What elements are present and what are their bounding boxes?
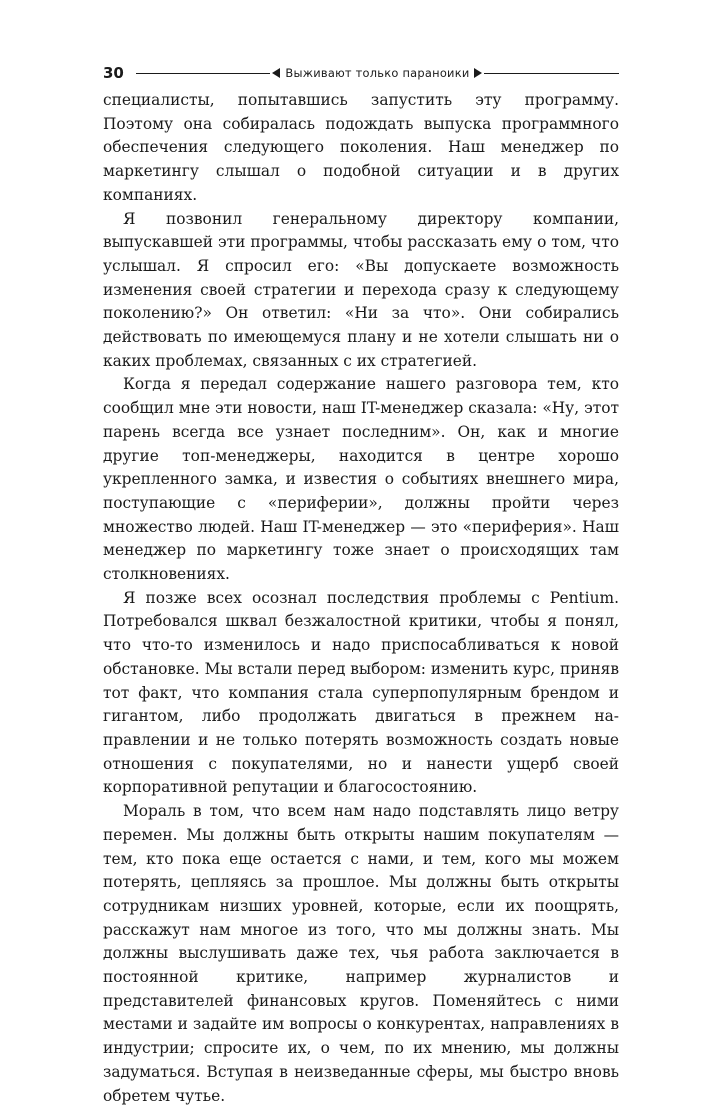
right-triangle-icon bbox=[474, 68, 482, 78]
left-triangle-icon bbox=[272, 68, 280, 78]
header-rule-right bbox=[484, 73, 619, 74]
running-header bbox=[103, 62, 619, 84]
body-text bbox=[103, 89, 619, 1108]
paragraph: Я позже всех осознал последствия проблемы с Pentium. Потребовался шквал безжалостной критики, чтобы я понял, что что-то изменилось и надо приспосабливаться к новой обстановке. Мы встали перед выбором: изменить курс, приняв тот факт, что компания стала суперпопулярным брендом и гигантом, либо продолжать двигаться в прежнем направлении и не только потерять возможность создать новые отношения с покупателями, но и нанести ущерб своей корпоративной репутации и благосостоянию. bbox=[103, 588, 619, 797]
paragraph: Мораль в том, что всем нам надо подставлять лицо ветру перемен. Мы должны быть открыты нашим покупателям — тем, кто пока еще остается с нами, и тем, кого мы можем потерять, цепляясь за прошлое. Мы должны быть открыты сотрудникам низших уровней, которые, если их поощрять, расскажут нам многое из того, что мы должны знать. Мы должны выслушивать даже тех, чья работа заключается в постоянной критике, например журналистов и представителей финансовых кругов. Поменяйтесь с ними местами и задайте им вопросы о конкурентах, направлениях в индустрии; спросите их, о чем, по их мнению, мы должны задуматься. Вступая в неизведанные сферы, мы быстро вновь обретем чутье. bbox=[103, 802, 619, 1105]
page-number: 30 bbox=[103, 63, 124, 82]
paragraph: Я позвонил генеральному директору компании, выпускавшей эти программы, чтобы рассказать ему о том, что услышал. Я спросил его: «Вы допускаете возможность изменения своей стратегии и перехода сразу к следующему поколению?» Он ответил: «Ни за что». Они собирались действовать по имеющемуся плану и не хотели слышать ни о каких проблемах, связанных с их стратегией. bbox=[103, 209, 619, 370]
running-title: Выживают только параноики bbox=[285, 66, 470, 80]
paragraph: Когда я передал содержание нашего разговора тем, кто сообщил мне эти новости, наш IT-менеджер сказала: «Ну, этот парень всегда все узнает последним». Он, как и многие другие топ-менеджеры, находится в центре хорошо укрепленного замка, и известия о событиях внешнего мира, поступающие с «периферии», должны пройти через множество людей. Наш IT-менеджер — это «периферия». Наш менеджер по маркетингу тоже знает о происходящих там столкновениях. bbox=[103, 375, 619, 584]
paragraph: специалисты, попытавшись запустить эту программу. Поэтому она собиралась подождать выпуска программного обеспечения следующего поколения. Наш менеджер по маркетингу слышал о подобной ситуации и в других компаниях. bbox=[103, 91, 619, 204]
header-rule-left bbox=[136, 73, 271, 74]
